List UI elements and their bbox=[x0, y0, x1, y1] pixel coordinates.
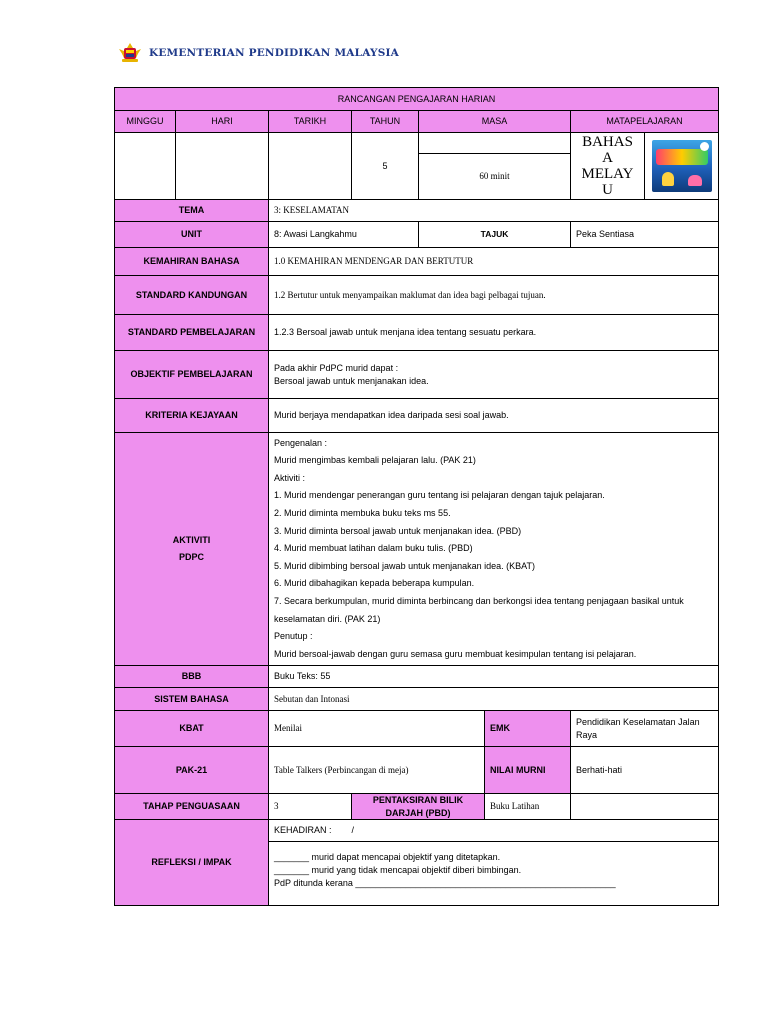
aktiviti-line: 1. Murid mendengar penerangan guru tentang isi pelajaran dengan tajuk pelajaran. bbox=[274, 490, 605, 501]
time-value: 60 minit bbox=[419, 154, 571, 200]
header-time: MASA bbox=[419, 111, 571, 133]
subject-image-cell bbox=[645, 133, 719, 200]
label-standard-kandungan: STANDARD KANDUNGAN bbox=[115, 276, 269, 315]
value-tahap-extra bbox=[571, 794, 719, 820]
label-kbat: KBAT bbox=[115, 711, 269, 747]
aktiviti-line: Murid mengimbas kembali pelajaran lalu. (PAK 21) bbox=[274, 455, 476, 466]
label-bbb: BBB bbox=[115, 666, 269, 688]
value-sistem-bahasa: Sebutan dan Intonasi bbox=[269, 688, 719, 711]
label-nilai-murni: NILAI MURNI bbox=[485, 747, 571, 794]
header-subject: MATAPELAJARAN bbox=[571, 111, 719, 133]
label-standard-pembelajaran: STANDARD PEMBELAJARAN bbox=[115, 315, 269, 351]
malaysia-coat-of-arms-icon bbox=[117, 41, 143, 65]
value-aktiviti bbox=[269, 433, 719, 666]
value-pbd: Buku Latihan bbox=[485, 794, 571, 820]
row-standard-pembelajaran bbox=[115, 315, 719, 351]
row-sistem-bahasa bbox=[115, 688, 719, 711]
cover-badge-icon bbox=[700, 142, 709, 151]
date-value bbox=[269, 133, 352, 200]
table-title-row bbox=[115, 88, 719, 111]
aktiviti-line: Penutup : bbox=[274, 631, 313, 642]
ministry-name: KEMENTERIAN PENDIDIKAN MALAYSIA bbox=[149, 47, 399, 59]
objektif-line: Bersoal jawab untuk menjanakan idea. bbox=[274, 375, 429, 386]
value-tajuk: Peka Sentiasa bbox=[571, 222, 719, 248]
row-kbat bbox=[115, 711, 719, 747]
row-unit bbox=[115, 222, 719, 248]
label-unit: UNIT bbox=[115, 222, 269, 248]
textbook-cover-image bbox=[652, 140, 712, 192]
label-pbd: PENTAKSIRAN BILIK DARJAH (PBD) bbox=[352, 794, 485, 820]
label-refleksi: REFLEKSI / IMPAK bbox=[115, 820, 269, 906]
row-pak21 bbox=[115, 747, 719, 794]
value-bbb: Buku Teks: 55 bbox=[269, 666, 719, 688]
aktiviti-line: Murid bersoal-jawab dengan guru semasa guru membuat kesimpulan tentang isi pelajaran. bbox=[274, 648, 637, 659]
value-objektif bbox=[269, 351, 719, 399]
week-value bbox=[115, 133, 176, 200]
aktiviti-line: 6. Murid dibahagikan kepada beberapa kumpulan. bbox=[274, 578, 475, 589]
value-kemahiran: 1.0 KEMAHIRAN MENDENGAR DAN BERTUTUR bbox=[269, 248, 719, 276]
row-objektif bbox=[115, 351, 719, 399]
document-header bbox=[117, 40, 399, 66]
day-value bbox=[176, 133, 269, 200]
value-unit: 8: Awasi Langkahmu bbox=[269, 222, 419, 248]
value-tema: 3: KESELAMATAN bbox=[269, 200, 719, 222]
header-year: TAHUN bbox=[352, 111, 419, 133]
subject-name bbox=[573, 134, 642, 198]
refleksi-line: _______ murid yang tidak mencapai objektif diberi bimbingan. bbox=[274, 865, 522, 875]
label-kriteria: KRITERIA KEJAYAAN bbox=[115, 399, 269, 433]
cover-figure bbox=[688, 175, 702, 186]
subject-line: U bbox=[602, 182, 613, 199]
subject-line: BAHAS bbox=[582, 133, 633, 150]
cover-title-band bbox=[656, 149, 708, 165]
value-nilai-murni: Berhati-hati bbox=[571, 747, 719, 794]
label-emk: EMK bbox=[485, 711, 571, 747]
header-day: HARI bbox=[176, 111, 269, 133]
value-refleksi bbox=[269, 842, 719, 906]
row-refleksi-top bbox=[115, 820, 719, 842]
cover-figure bbox=[662, 172, 674, 186]
label-objektif: OBJEKTIF PEMBELAJARAN bbox=[115, 351, 269, 399]
value-standard-pembelajaran: 1.2.3 Bersoal jawab untuk menjana idea tentang sesuatu perkara. bbox=[269, 315, 719, 351]
aktiviti-label-line: PDPC bbox=[178, 552, 204, 562]
value-kehadiran: KEHADIRAN : / bbox=[269, 820, 719, 842]
refleksi-line: _______ murid dapat mencapai objektif yang ditetapkan. bbox=[274, 852, 501, 862]
header-row bbox=[115, 111, 719, 133]
row-kriteria bbox=[115, 399, 719, 433]
label-kemahiran: KEMAHIRAN BAHASA bbox=[115, 248, 269, 276]
aktiviti-line: Aktiviti : bbox=[274, 472, 306, 483]
header-date: TARIKH bbox=[269, 111, 352, 133]
aktiviti-line: Pengenalan : bbox=[274, 437, 328, 448]
row-tema bbox=[115, 200, 719, 222]
aktiviti-line: 3. Murid diminta bersoal jawab untuk menjanakan idea. (PBD) bbox=[274, 525, 522, 536]
label-pak21: PAK-21 bbox=[115, 747, 269, 794]
value-standard-kandungan: 1.2 Bertutur untuk menyampaikan maklumat dan idea bagi pelbagai tujuan. bbox=[269, 276, 719, 315]
time-top-value bbox=[419, 133, 571, 154]
subject-line: A bbox=[602, 149, 613, 166]
row-standard-kandungan bbox=[115, 276, 719, 315]
row-aktiviti bbox=[115, 433, 719, 666]
lesson-plan-table bbox=[114, 87, 719, 906]
value-kbat: Menilai bbox=[269, 711, 485, 747]
aktiviti-line: keselamatan diri. (PAK 21) bbox=[274, 613, 381, 624]
aktiviti-label-line: AKTIVITI bbox=[172, 535, 211, 545]
value-emk: Pendidikan Keselamatan Jalan Raya bbox=[571, 711, 719, 747]
subject-line: MELAY bbox=[581, 166, 634, 182]
row-bbb bbox=[115, 666, 719, 688]
objektif-line: Pada akhir PdPC murid dapat : bbox=[274, 363, 399, 374]
label-sistem-bahasa: SISTEM BAHASA bbox=[115, 688, 269, 711]
label-tahap: TAHAP PENGUASAAN bbox=[115, 794, 269, 820]
subject-cell bbox=[571, 133, 645, 200]
aktiviti-line: 4. Murid membuat latihan dalam buku tulis. (PBD) bbox=[274, 543, 473, 554]
aktiviti-line: 2. Murid diminta membuka buku teks ms 55. bbox=[274, 508, 451, 519]
aktiviti-line: 7. Secara berkumpulan, murid diminta berbincang dan berkongsi idea tentang penjagaan basikal untuk bbox=[274, 595, 684, 606]
value-pak21: Table Talkers (Perbincangan di meja) bbox=[269, 747, 485, 794]
value-kriteria: Murid berjaya mendapatkan idea daripada sesi soal jawab. bbox=[269, 399, 719, 433]
label-tajuk: TAJUK bbox=[419, 222, 571, 248]
info-row-top bbox=[115, 133, 719, 154]
label-tema: TEMA bbox=[115, 200, 269, 222]
row-kemahiran bbox=[115, 248, 719, 276]
year-value: 5 bbox=[352, 133, 419, 200]
row-tahap bbox=[115, 794, 719, 820]
refleksi-line: PdP ditunda kerana ____________________________________________________ bbox=[274, 878, 616, 888]
value-tahap: 3 bbox=[269, 794, 352, 820]
table-title: RANCANGAN PENGAJARAN HARIAN bbox=[115, 88, 719, 111]
label-aktiviti bbox=[115, 433, 269, 666]
aktiviti-line: 5. Murid dibimbing bersoal jawab untuk menjanakan idea. (KBAT) bbox=[274, 560, 535, 571]
header-week: MINGGU bbox=[115, 111, 176, 133]
